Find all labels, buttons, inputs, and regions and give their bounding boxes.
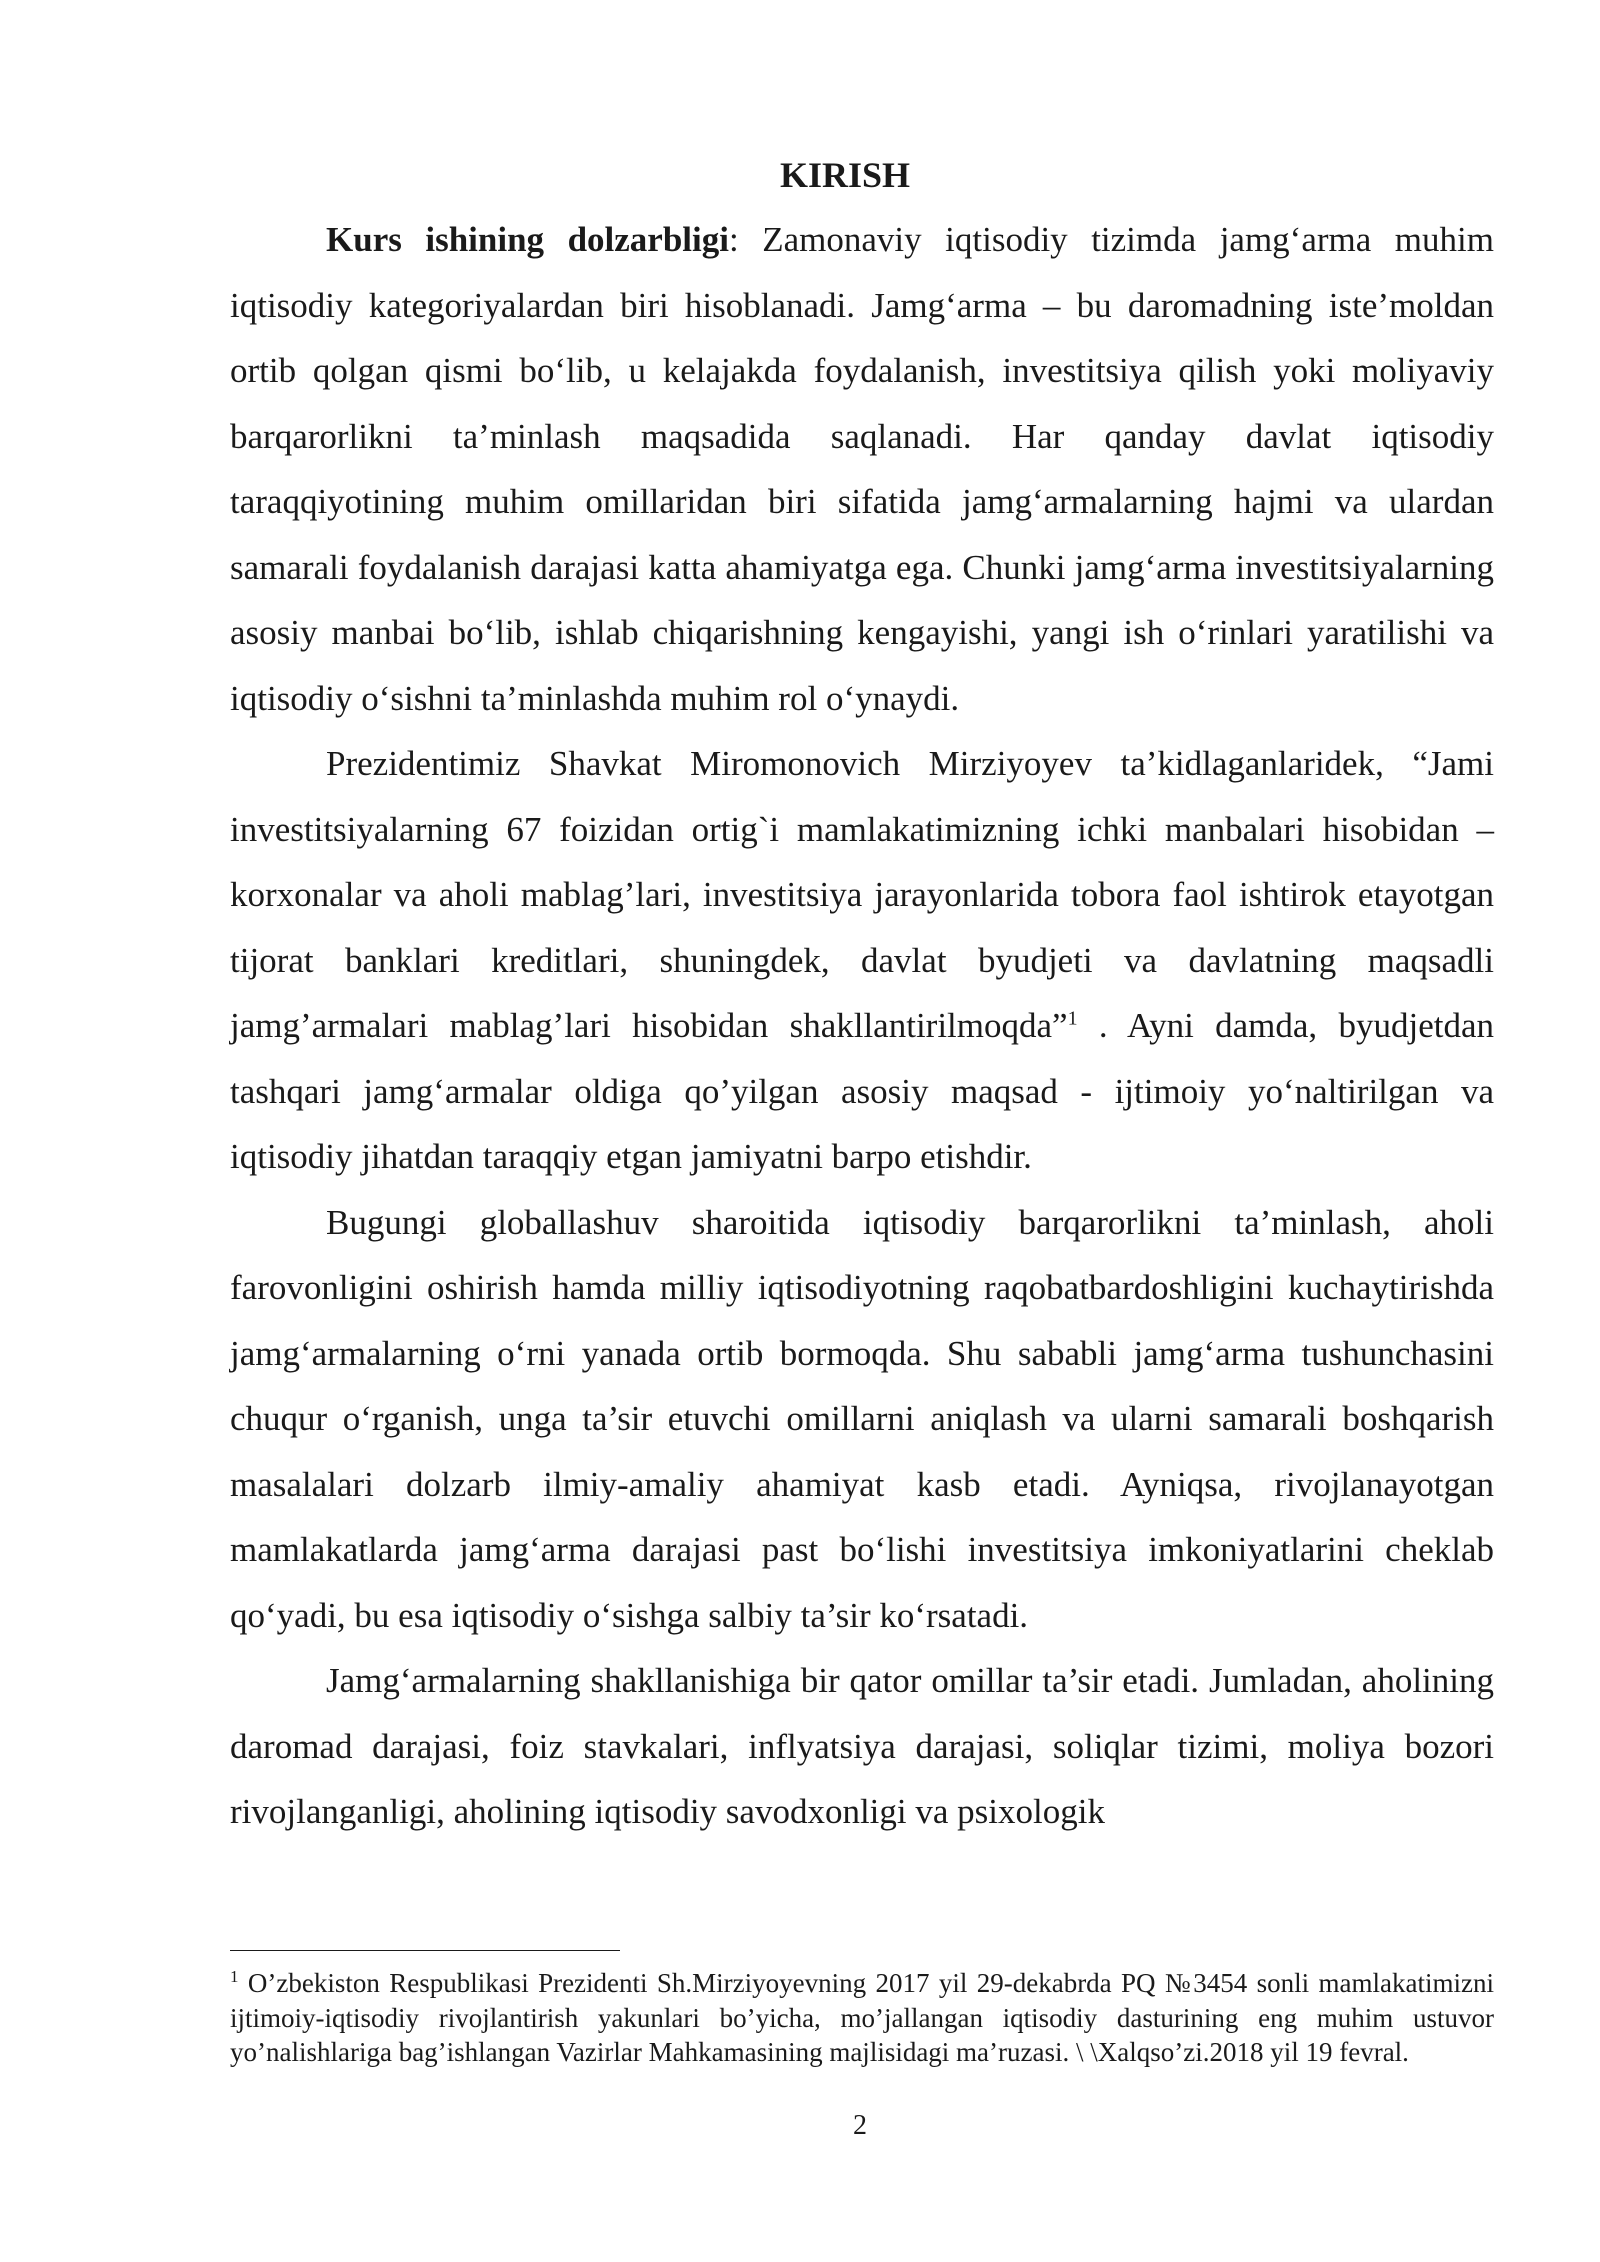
paragraph-text: . Ayni damda, byudjetdan tashqari jamg‘armalar oldiga qo’yilgan asosiy maqsad - ijtimoiy yo‘naltirilgan va iqtisodiy jihatdan taraqqiy etgan jamiyatni barpo etishdir. [230, 1006, 1495, 1176]
paragraph-text: Prezidentimiz Shavkat Miromonovich Mirziyoyev ta’kidlaganlaridek, “Jami investitsiyalarning 67 foizidan ortig`i mamlakatimizning ichki manbalari hisobidan – korxonalar va aholi mablag’lari, investitsiya jarayonlarida tobora faol ishtirok etayotgan tijorat banklari kreditlari, shuningdek, davlat byudjeti va davlatning maqsadli jamg’armalari mablag’lari hisobidan shakllantirilmoqda” [230, 744, 1494, 1045]
paragraph-relevance [230, 207, 1494, 731]
body-text [230, 207, 1494, 1845]
paragraph-globalization: Bugungi globallashuv sharoitida iqtisodiy barqarorlikni ta’minlash, aholi farovonligini oshirish hamda milliy iqtisodiyotning raqobatbardoshligini kuchaytirishda jamg‘armalarning o‘rni yanada ortib bormoqda. Shu sababli jamg‘arma tushunchasini chuqur o‘rganish, unga ta’sir etuvchi omillarni aniqlash va ularni samarali boshqarish masalalari dolzarb ilmiy-amaliy ahamiyat kasb etadi. Ayniqsa, rivojlanayotgan mamlakatlarda jamg‘arma darajasi past bo‘lishi investitsiya imkoniyatlarini cheklab qo‘yadi, bu esa iqtisodiy o‘sishga salbiy ta’sir ko‘rsatadi. [230, 1202, 1494, 1635]
paragraph-lead-term: Kurs ishining dolzarbligi [326, 220, 729, 259]
footnote-separator [230, 1950, 620, 1951]
footnote-mark: 1 [230, 1967, 239, 1986]
footnote-reference[interactable]: 1 [1067, 1007, 1078, 1030]
footnote [230, 1966, 1494, 2070]
paragraph-president-quote [230, 731, 1494, 1190]
footnote-text: O’zbekiston Respublikasi Prezidenti Sh.Mirziyoyevning 2017 yil 29-dekabrda PQ №3454 sonli mamlakatimizni ijtimoiy-iqtisodiy rivojlantirish yakunlari bo’yicha, mo’jallangan iqtisodiy dasturining eng muhim ustuvor yo’nalishlariga bag’ishlangan Vazirlar Mahkamasining majlisidagi ma’ruzasi. \ \Xalqso’zi.2018 yil 19 fevral. [230, 1968, 1494, 2067]
paragraph-factors: Jamg‘armalarning shakllanishiga bir qator omillar ta’sir etadi. Jumladan, aholining daromad darajasi, foiz stavkalari, inflyatsiya darajasi, soliqlar tizimi, moliya bozori rivojlanganligi, aholining iqtisodiy savodxonligi va psixologik [230, 1661, 1494, 1831]
section-title: KIRISH [779, 155, 911, 195]
page-number: 2 [853, 2110, 867, 2141]
paragraph-text: : Zamonaviy iqtisodiy tizimda jamg‘arma muhim iqtisodiy kategoriyalardan biri hisoblanadi. Jamg‘arma – bu daromadning iste’moldan ortib qolgan qismi bo‘lib, u kelajakda foydalanish, investitsiya qilish yoki moliyaviy barqarorlikni ta’minlash maqsadida saqlanadi. Har qanday davlat iqtisodiy taraqqiyotining muhim omillaridan biri sifatida jamg‘armalarning hajmi va ulardan samarali foydalanish darajasi katta ahamiyatga ega. Chunki jamg‘arma investitsiyalarning asosiy manbai bo‘lib, ishlab chiqarishning kengayishi, yangi ish o‘rinlari yaratilishi va iqtisodiy o‘sishni ta’minlashda muhim rol o‘ynaydi. [230, 220, 1494, 718]
